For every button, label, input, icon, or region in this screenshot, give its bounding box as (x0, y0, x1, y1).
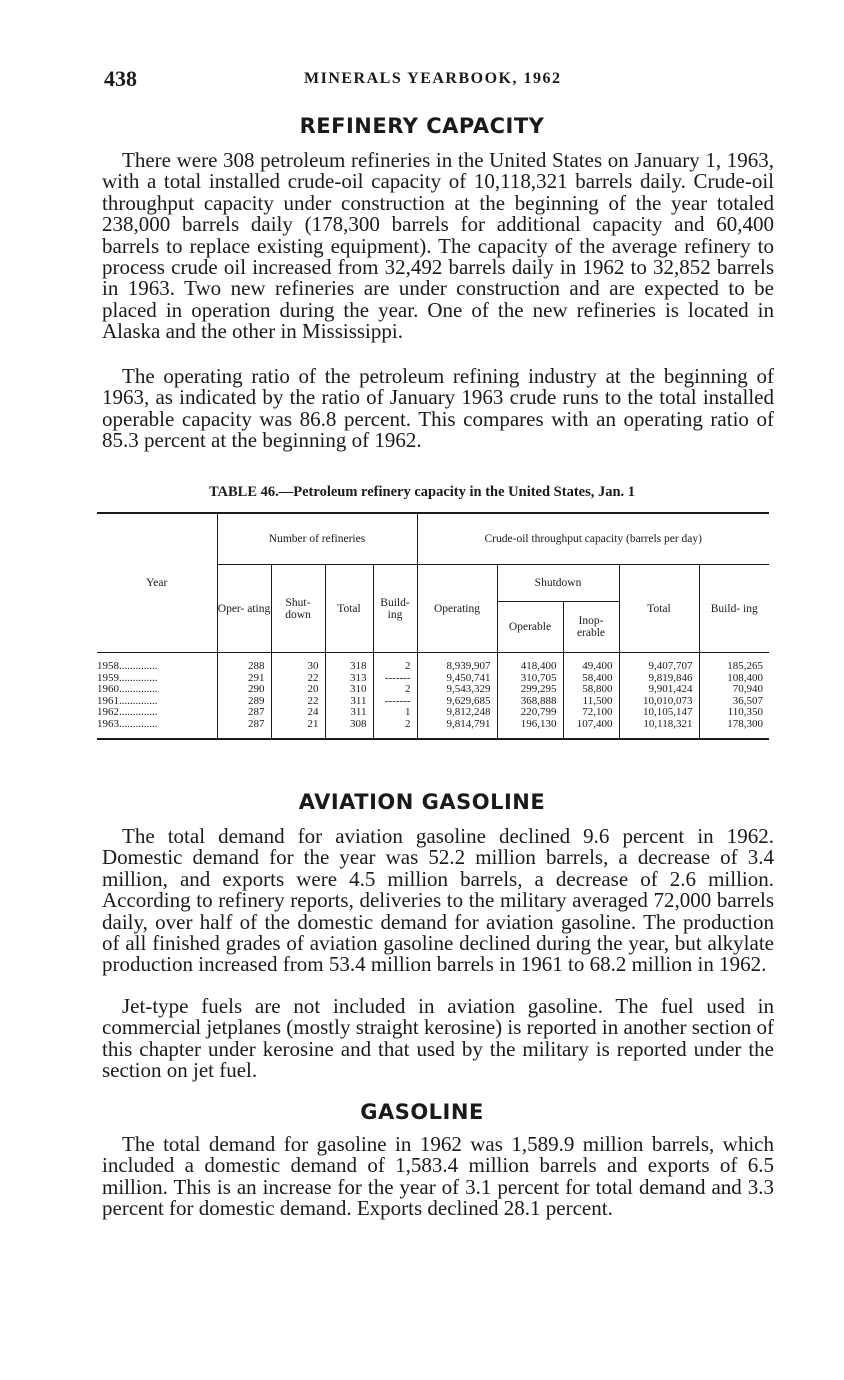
paragraph-text: Jet-type fuels are not included in aviation gasoline. The fuel used in commercial jetplanes (mostly straight kerosine) is reported in another section of this chapter under kerosine and that used by the military is reported under the section on jet fuel. (102, 994, 774, 1083)
cell-capacity-building: 185,265 (699, 653, 769, 673)
cell-capacity-total: 10,118,321 (619, 719, 699, 740)
cell-operating: 288 (217, 653, 271, 673)
cell-capacity-operable: 196,130 (497, 719, 563, 740)
cell-capacity-building: 110,350 (699, 707, 769, 719)
paragraph-refinery-1 (102, 150, 774, 343)
cell-capacity-operating: 9,814,791 (417, 719, 497, 740)
refinery-capacity-table (97, 512, 769, 740)
paragraph-aviation-1 (102, 826, 774, 976)
running-head (104, 66, 774, 96)
cell-total: 308 (325, 719, 373, 740)
paragraph-text: There were 308 petroleum refineries in the United States on January 1, 1963, with a total installed crude-oil capacity of 10,118,321 barrels daily. Crude-oil throughput capacity under construction at the beginning of the year totaled 238,000 barrels daily (178,300 barrels for additional capacity and 60,400 barrels to replace existing equipment). The capacity of the average refinery to process crude oil increased from 32,492 barrels daily in 1962 to 32,852 barrels in 1963. Two new refineries are under construction and are expected to be placed in operation during the year. One of the new refineries is located in Alaska and the other in Mississippi. (102, 148, 774, 344)
cell-capacity-inoperable: 58,400 (563, 673, 619, 685)
cell-shutdown: 30 (271, 653, 325, 673)
paragraph-text: The total demand for gasoline in 1962 was 1,589.9 million barrels, which included a domestic demand of 1,583.4 million barrels and exports of 6.5 million. This is an increase for the year of 3.1 percent for total demand and 3.3 percent for domestic demand. Exports declined 28.1 percent. (102, 1132, 774, 1221)
col-header-operable: Operable (497, 602, 563, 653)
col-header-building: Build- ing (373, 565, 417, 653)
table-row (97, 707, 769, 719)
cell-capacity-total: 9,819,846 (619, 673, 699, 685)
cell-capacity-operable: 299,295 (497, 684, 563, 696)
col-header-inoperable: Inop- erable (563, 602, 619, 653)
cell-capacity-operable: 418,400 (497, 653, 563, 673)
cell-capacity-total: 9,407,707 (619, 653, 699, 673)
cell-operating: 287 (217, 707, 271, 719)
cell-total: 318 (325, 653, 373, 673)
cell-building: 2 (373, 653, 417, 673)
cell-capacity-building: 70,940 (699, 684, 769, 696)
cell-shutdown: 22 (271, 696, 325, 708)
cell-year: 1961 (97, 694, 119, 707)
cell-capacity-total: 10,010,073 (619, 696, 699, 708)
cell-year: 1958 (97, 660, 119, 672)
paragraph-refinery-2 (102, 366, 774, 452)
cell-total: 311 (325, 707, 373, 719)
col-header-capacity-shutdown: Shutdown (497, 565, 619, 602)
cell-capacity-operable: 310,705 (497, 673, 563, 685)
col-header-capacity-total: Total (619, 565, 699, 653)
cell-capacity-inoperable: 58,800 (563, 684, 619, 696)
dot-leader: .............. (119, 683, 158, 695)
cell-capacity-inoperable: 11,500 (563, 696, 619, 708)
cell-shutdown: 20 (271, 684, 325, 696)
cell-capacity-inoperable: 49,400 (563, 653, 619, 673)
dot-leader: .............. (119, 717, 158, 730)
paragraph-gasoline-1 (102, 1134, 774, 1220)
cell-operating: 291 (217, 673, 271, 685)
table-caption: TABLE 46.—Petroleum refinery capacity in the United States, Jan. 1 (208, 484, 636, 500)
cell-shutdown: 24 (271, 707, 325, 719)
cell-operating: 287 (217, 719, 271, 740)
cell-capacity-building: 178,300 (699, 719, 769, 740)
cell-building: ------- (373, 696, 417, 708)
cell-shutdown: 22 (271, 673, 325, 685)
cell-total: 311 (325, 696, 373, 708)
cell-capacity-operating: 8,939,907 (417, 653, 497, 673)
cell-capacity-building: 36,507 (699, 696, 769, 708)
cell-building: 1 (373, 707, 417, 719)
col-header-shutdown: Shut- down (271, 565, 325, 653)
table-row (97, 653, 769, 673)
cell-capacity-inoperable: 72,100 (563, 707, 619, 719)
cell-building: 2 (373, 719, 417, 740)
cell-capacity-operating: 9,812,248 (417, 707, 497, 719)
cell-year: 1960 (97, 683, 119, 695)
cell-capacity-building: 108,400 (699, 673, 769, 685)
cell-capacity-inoperable: 107,400 (563, 719, 619, 740)
col-header-crude-capacity: Crude-oil throughput capacity (barrels per day) (417, 513, 769, 565)
cell-year: 1959 (97, 671, 119, 684)
dot-leader: .............. (119, 660, 158, 672)
col-header-number-of-refineries: Number of refineries (217, 513, 417, 565)
cell-building: 2 (373, 684, 417, 696)
cell-capacity-operable: 220,799 (497, 707, 563, 719)
journal-title: MINERALS YEARBOOK, 1962 (304, 70, 562, 87)
cell-capacity-total: 9,901,424 (619, 684, 699, 696)
dot-leader: .............. (119, 671, 158, 684)
cell-capacity-total: 10,105,147 (619, 707, 699, 719)
cell-operating: 289 (217, 696, 271, 708)
paragraph-text: The total demand for aviation gasoline declined 9.6 percent in 1962. Domestic demand for the year was 52.2 million barrels, a decrease of 3.4 million, and exports were 4.5 million barrels, a decrease of 2.6 million. According to refinery reports, deliveries to the military averaged 72,000 barrels daily, over half of the domestic demand for aviation gasoline. The production of all finished grades of aviation gasoline declined during the year, but alkylate production increased from 53.4 million barrels in 1961 to 68.2 million in 1962. (102, 824, 774, 977)
cell-capacity-operating: 9,543,329 (417, 684, 497, 696)
col-header-capacity-operating: Operating (417, 565, 497, 653)
heading-gasoline: GASOLINE (360, 1100, 484, 1124)
cell-total: 313 (325, 673, 373, 685)
dot-leader: .............. (119, 694, 158, 707)
cell-shutdown: 21 (271, 719, 325, 740)
cell-year: 1963 (97, 717, 119, 730)
table-row (97, 684, 769, 696)
heading-aviation-gasoline: AVIATION GASOLINE (298, 790, 546, 814)
cell-building: ------- (373, 673, 417, 685)
page-number: 438 (104, 66, 137, 91)
col-header-total: Total (325, 565, 373, 653)
dot-leader: .............. (119, 706, 158, 718)
table-row (97, 719, 769, 740)
cell-operating: 290 (217, 684, 271, 696)
cell-capacity-operable: 368,888 (497, 696, 563, 708)
cell-capacity-operating: 9,629,685 (417, 696, 497, 708)
col-header-capacity-building: Build- ing (699, 565, 769, 653)
cell-capacity-operating: 9,450,741 (417, 673, 497, 685)
cell-year: 1962 (97, 706, 119, 718)
col-header-operating: Oper- ating (217, 565, 271, 653)
paragraph-aviation-2 (102, 996, 774, 1082)
heading-refinery-capacity: REFINERY CAPACITY (299, 114, 545, 138)
col-header-year: Year (97, 513, 217, 653)
cell-total: 310 (325, 684, 373, 696)
paragraph-text: The operating ratio of the petroleum refining industry at the beginning of 1963, as indicated by the ratio of January 1963 crude runs to the total installed operable capacity was 86.8 percent. This compares with an operating ratio of 85.3 percent at the beginning of 1962. (102, 364, 774, 453)
